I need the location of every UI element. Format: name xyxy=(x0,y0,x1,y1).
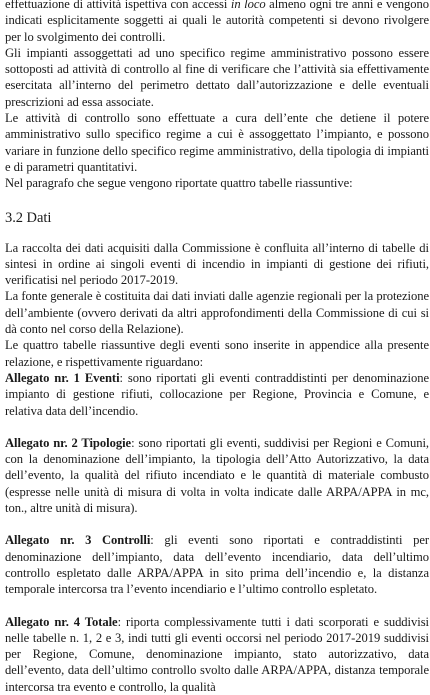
allegato-4: Allegato nr. 4 Totale: riporta complessivamente tutti i dati scorporati e suddivisi nelle tabelle n. 1, 2 e 3, indi tutti gli eventi occorsi nel periodo 2017-2019 suddivisi per Regione, Comune, denominazione impianto, stato autorizzativo, data dell’evento, data dell’ultimo controllo svolto dalle ARPA/APPA, distanza temporale intercorsa tra evento e controllo, la qualità xyxy=(5,614,430,694)
intro-paragraph: Le attività di controllo sono effettuate a cura dell’ente che detiene il potere amministrativo sullo specifico regime a cui è assoggettato l’impianto, e possono variare in funzione dello specifico regime amministrativo, della tipologia di impianti e di parametri quantitativi. xyxy=(5,111,429,174)
allegato-label: Allegato nr. 4 Totale xyxy=(5,614,118,629)
intro-paragraph: Gli impianti assoggettati ad uno specifico regime amministrativo possono essere sottoposti ad attività di controllo al fine di verificare che l’attività sia effettivamente esercitata all’interno del perimetro dettato dall’autorizzazione e delle eventuali prescrizioni ad essa associate. xyxy=(5,45,429,109)
section-heading: 3.2 Dati xyxy=(5,209,52,226)
italic-term: in loco xyxy=(230,0,266,11)
data-paragraph: Le quattro tabelle riassuntive degli eventi sono inserite in appendice alla presente relazione, e rispettivamente riguardano: xyxy=(5,338,429,369)
allegato-3: Allegato nr. 3 Controlli: gli eventi sono riportati e contraddistinti per denominazione dell’impianto, data dell’evento incendiario, data dell’ultimo controllo espletato dalle ARPA/APPA in sito prima dell’incendio e, la distanza temporale intercorsa tra l’evento incendiario e l’ultimo controllo espletato. xyxy=(5,533,430,597)
data-paragraph: La raccolta dei dati acquisiti dalla Commissione è confluita all’interno di tabelle di sintesi in ordine ai singoli eventi di incendio in impianti di gestione dei rifiuti, verificatisi nel periodo 2017-2019. xyxy=(5,240,429,288)
allegato-1: Allegato nr. 1 Eventi: sono riportati gli eventi contraddistinti per denominazione impianto di gestione rifiuti, collocazione per Regione, Provincia e Comune, e relativa data dell’incendio. xyxy=(5,370,429,418)
allegato-2: Allegato nr. 2 Tipologie: sono riportati gli eventi, suddivisi per Regioni e Comuni, con la denominazione dell’impianto, la tipologia dell’Atto Autorizzativo, la data dell’evento, la qualità del rifiuto incendiato e le quantità di materiale combusto (espresse nelle unità di misura di volta in volta indicate dalle ARPA/APPA in mc, ton., altre unità di misura). xyxy=(5,435,429,516)
intro-paragraph: Nel paragrafo che segue vengono riportate quattro tabelle riassuntive: xyxy=(5,176,353,191)
data-paragraph: La fonte generale è costituita dai dati inviati dalle agenzie regionali per la protezione dell’ambiente (ovvero derivati da altri approfondimenti della Commissione di cui si dà conto nel corso della Relazione). xyxy=(5,289,429,337)
allegato-label: Allegato nr. 2 Tipologie xyxy=(5,435,132,450)
allegato-label: Allegato nr. 3 Controlli xyxy=(5,533,151,548)
allegato-label: Allegato nr. 1 Eventi xyxy=(5,370,120,385)
intro-paragraph: effettuazione di attività ispettiva con accessi in loco almeno ogni tre anni e vengono indicati esplicitamente soggetti ai quali le autorità competenti si devono rivolgere per lo svolgimento dei controlli. xyxy=(5,0,429,45)
document-page xyxy=(5,0,429,695)
